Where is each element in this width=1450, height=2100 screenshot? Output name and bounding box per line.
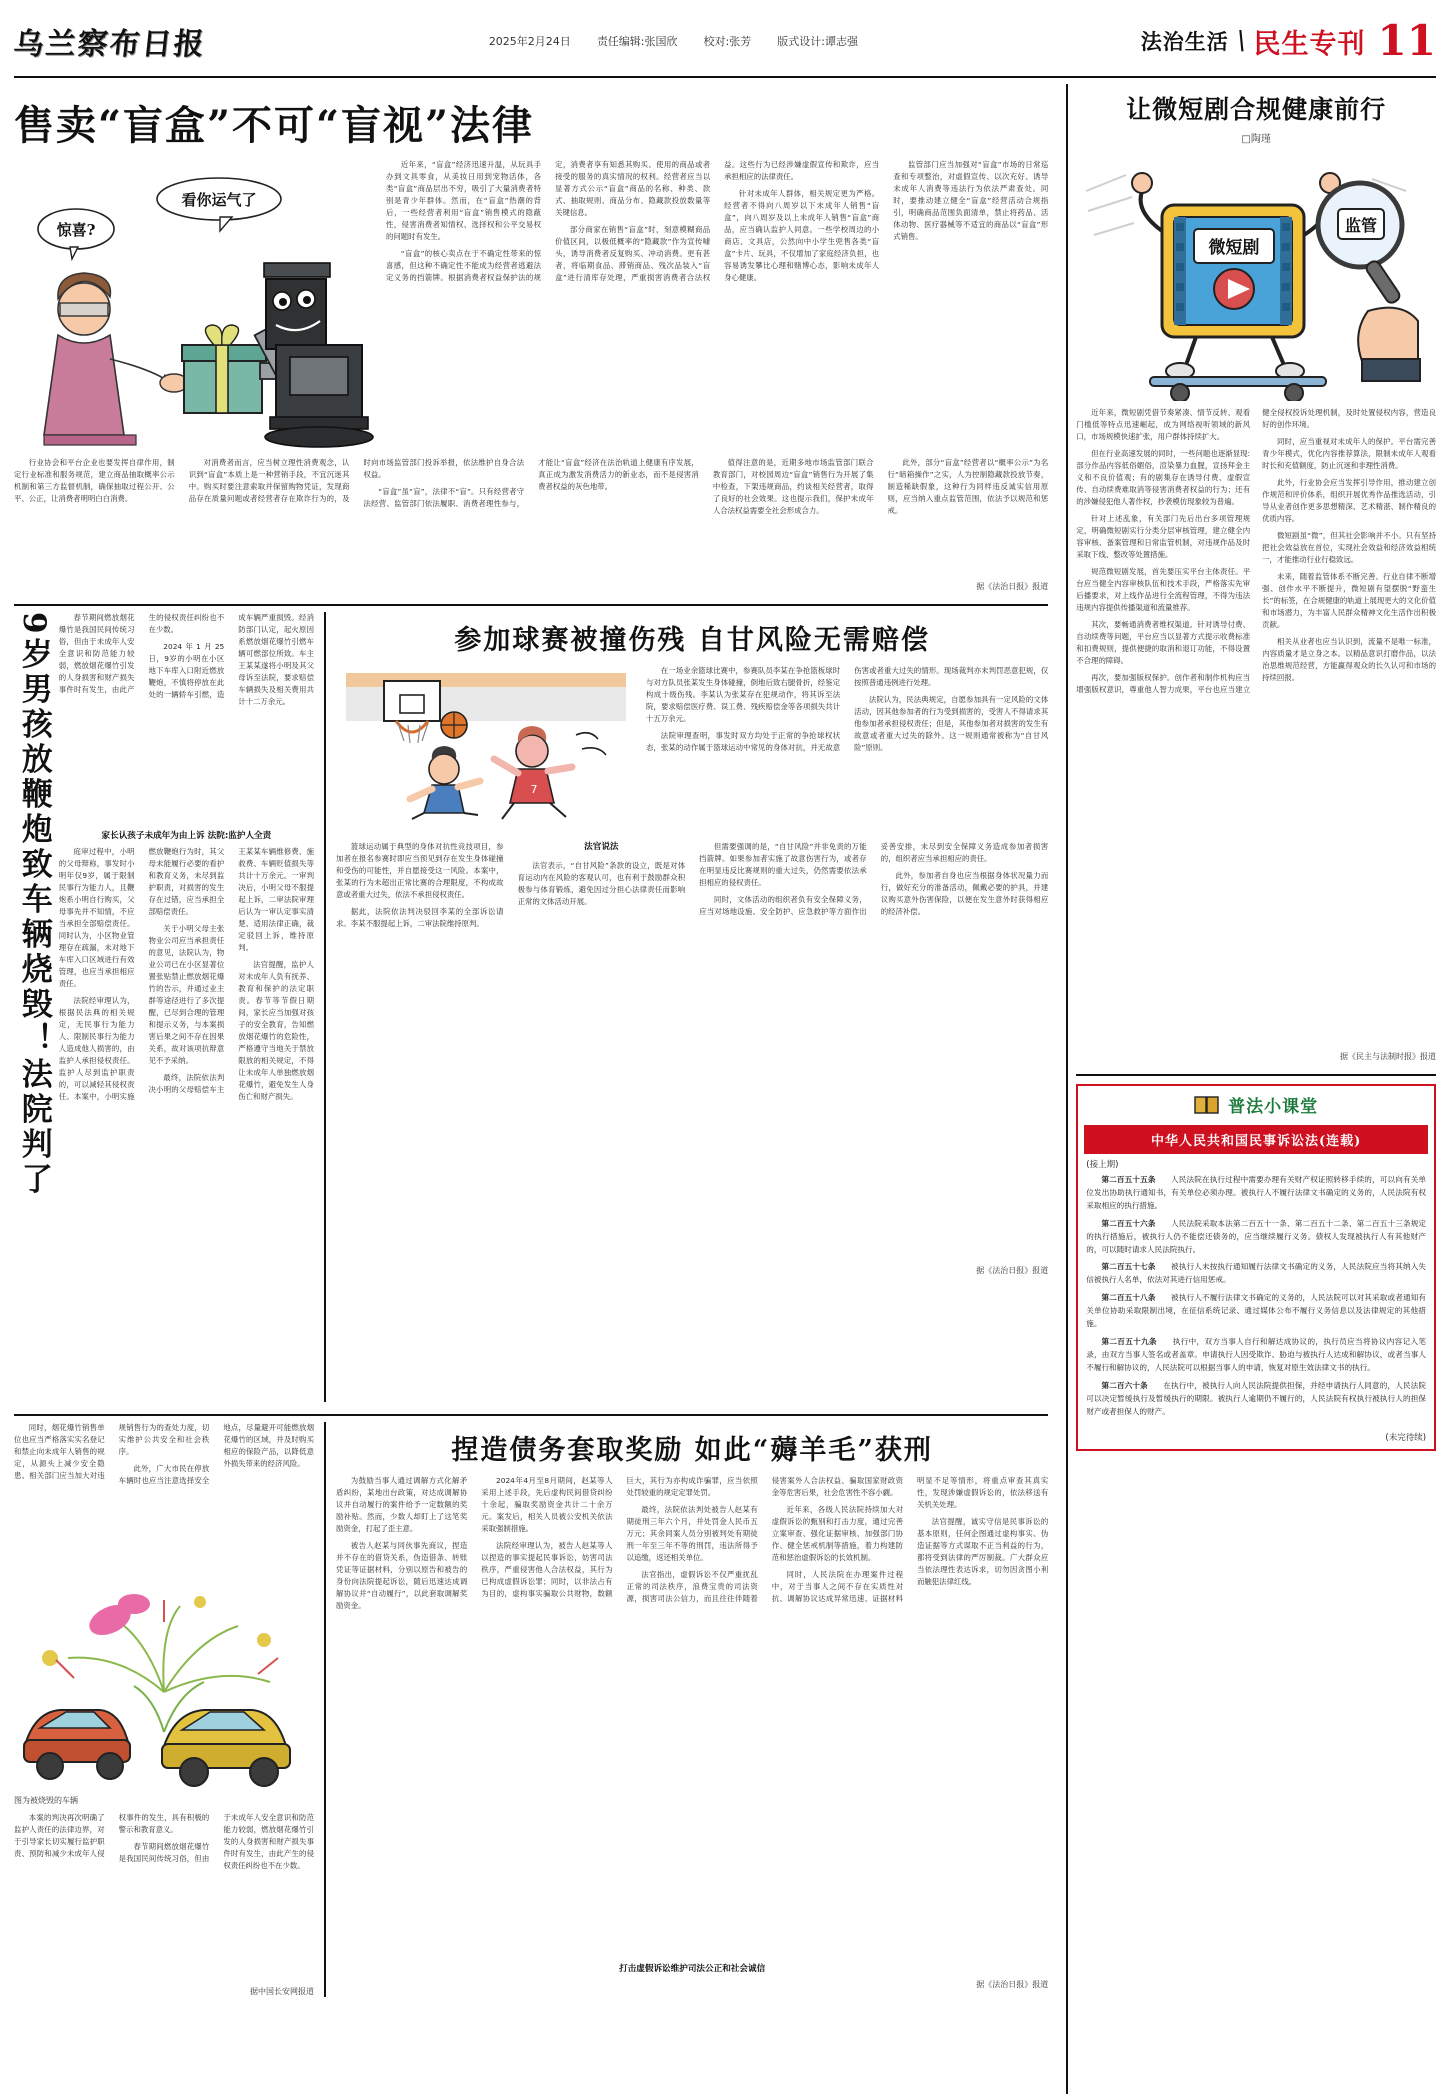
story5-screen-label: 微短剧 xyxy=(1208,238,1260,258)
story5-source: 据《民主与法制时报》报道 xyxy=(1340,1052,1437,1061)
masthead-info xyxy=(206,33,1141,49)
story2-continued xyxy=(14,1422,314,1997)
story2-headline: 9岁男孩放鞭炮致车辆烧毁！法院判了 xyxy=(15,612,52,1198)
paper-logo: 乌兰察布日报 xyxy=(11,27,208,62)
slash-divider-icon: \ xyxy=(1233,26,1249,56)
story1-bubble-left-text: 惊喜? xyxy=(56,221,96,239)
story2-caption: 图为被烧毁的车辆 xyxy=(14,1796,78,1805)
masthead-section-area xyxy=(1140,16,1436,65)
special-name: 民生专刊 xyxy=(1253,28,1366,60)
story1-body-right: 近年来，“盲盒”经济迅速升温，从玩具手办到文具零食，从美妆日用到宠物活体，各类“盲盒”商品层出不穷，吸引了大量消费者特别是青少年群体。然而，在“盲盒”热潮的背后，一些经营者利用“盲盒”销售模式的隐蔽性，侵害消费者知情权、选择权和公平交易权的问题时有发生。 “盲盒”的核心卖点在于不确定性带来的惊喜感，但这种不确定性不能成为经营者逃避法定义务的挡箭牌。根据消费者权益保护法的规定，消费者享有知悉其购买、使用的商品或者接受的服务的真实情况的权利。经营者应当以显著方式公示“盲盒”商品的名称、种类、款式、抽取规则、商品分布、隐藏款投放数量等关键信息。 部分商家在销售“盲盒”时，刻意模糊商品价值区间，以极低概率的“隐藏款”作为宣传噱头，诱导消费者反复购买、冲动消费。更有甚者，将临期食品、滞销商品、残次品装入“盲盒”进行清库存处理，严重损害消费者合法权益。这些行为已经涉嫌虚假宣传和欺诈，应当承担相应的法律责任。 针对未成年人群体，相关规定更为严格。经营者不得向八周岁以下未成年人销售“盲盒”，向八周岁及以上未成年人销售“盲盒”商品，应当确认监护人同意。一些学校周边的小商店、文具店，公然向中小学生兜售各类“盲盒”卡片、玩具，不仅增加了家庭经济负担，也容易诱发攀比心理和赌博心态，影响未成年人身心健康。 监管部门应当加强对“盲盒”市场的日常巡查和专项整治，对虚假宣传、以次充好、诱导未成年人消费等违法行为依法严肃查处。同时，要推动建立健全“盲盒”经营活动合规指引，明确商品范围负面清单，禁止将药品、活体动物、医疗器械等不适宜的商品以“盲盒”形式销售。 xyxy=(386,160,1049,282)
svg-text:7: 7 xyxy=(530,783,538,796)
designer-credit: 版式设计:谭志强 xyxy=(777,35,858,48)
law-article-number: 第二百五十六条 xyxy=(1101,1218,1156,1228)
story-basketball xyxy=(336,612,1048,1402)
story-false-litigation xyxy=(336,1422,1048,1997)
law-article-number: 第二百五十八条 xyxy=(1101,1293,1156,1303)
law-article-text: 被执行人未按执行通知履行法律文书确定的义务，人民法院应当将其纳入失信被执行人名单，依法对其进行信用惩戒。 xyxy=(1086,1262,1427,1285)
page-body xyxy=(14,84,1436,2094)
story3-source: 据《法治日报》报道 xyxy=(976,1266,1049,1275)
law-article-text: 在执行中，被执行人向人民法院提供担保，并经申请执行人同意的，人民法院可以决定暂缓执行及暂缓执行的期限。被执行人逾期仍不履行的，人民法院有权执行被执行人的担保财产或者担保人的财产。 xyxy=(1086,1380,1427,1416)
divider-3 xyxy=(1076,1074,1436,1076)
section-name: 法治生活 xyxy=(1140,29,1229,54)
story5-illustration xyxy=(1076,151,1436,401)
story-blind-box xyxy=(14,94,1048,592)
publish-date: 2025年2月24日 xyxy=(488,35,571,48)
story2-source: 据中国长安网报道 xyxy=(250,1987,314,1996)
story2-body-top: 春节期间燃放烟花爆竹是我国民间传统习俗，但由于未成年人安全意识和防范能力较弱，燃放烟花爆竹引发的人身损害和财产损失事件时有发生，由此产生的侵权责任纠纷也不在少数。 2024年1月25日，9岁的小明在小区地下车库入口附近燃放鞭炮，不慎将停放在此处的一辆轿车引燃，造成车辆严重损毁。经消防部门认定，起火原因系燃放烟花爆竹引燃车辆可燃部位所致。车主王某某遂将小明及其父母诉至法院，要求赔偿车辆损失及相关费用共计十二万余元。 xyxy=(58,613,314,706)
divider-2 xyxy=(14,1414,1048,1416)
story1-headline: 售卖“盲盒”不可“盲视”法律 xyxy=(14,102,535,149)
law-column xyxy=(1076,1084,1436,1451)
story2-body-end: 本案的判决再次明确了监护人责任的法律边界，对于引导家长切实履行监护职责、预防和减少未成年人侵权事件的发生，具有积极的警示和教育意义。 春节期间燃放烟花爆竹是我国民间传统习俗，但由于未成年人安全意识和防范能力较弱，燃放烟花爆竹引发的人身损害和财产损失事件时有发生，由此产生的侵权责任纠纷也不在少数。 xyxy=(14,1813,314,1870)
law-articles xyxy=(1078,1170,1434,1431)
law-article-number: 第二百六十条 xyxy=(1101,1380,1148,1390)
proofreader-credit: 校对:张芳 xyxy=(703,35,752,48)
law-column-header xyxy=(1078,1086,1434,1121)
story2-body-mid: 庭审过程中，小明的父母辩称，事发时小明年仅9岁，属于限制民事行为能力人，且鞭炮系小明自行购买，父母事先并不知情，不应当承担全部赔偿责任。同时认为，小区物业管理存在疏漏，未对地下车库入口区域进行有效管理，也应当承担相应责任。 法院经审理认为，根据民法典的相关规定，无民事行为能力人、限制民事行为能力人造成他人损害的，由监护人承担侵权责任。监护人尽到监护职责的，可以减轻其侵权责任。本案中，小明实施燃放鞭炮行为时，其父母未能履行必要的看护和教育义务，未尽到监护职责，对损害的发生存在过错，应当承担全部赔偿责任。 关于小明父母主张物业公司应当承担责任的意见，法院认为，物业公司已在小区显著位置张贴禁止燃放烟花爆竹的告示，并通过业主群等途径进行了多次提醒，已尽到合理的管理和提示义务，与本案损害后果之间不存在因果关系，故对该项抗辩意见不予采纳。 最终，法院依法判决小明的父母赔偿车主王某某车辆维修费、施救费、车辆贬值损失等共计十万余元。一审判决后，小明父母不服提起上诉，二审法院审理后认为一审认定事实清楚、适用法律正确，裁定驳回上诉，维持原判。 法官提醒，监护人对未成年人负有抚养、教育和保护的法定职责。春节等节假日期间，家长应当加强对孩子的安全教育，告知燃放烟花爆竹的危险性，严格遵守当地关于禁放限放的相关规定，不得让未成年人单独燃放烟花爆竹，避免发生人身伤亡和财产损失。 xyxy=(58,847,314,1101)
law-continued-note: (接上期) xyxy=(1086,1160,1119,1170)
story5-magnifier-label: 监管 xyxy=(1345,216,1378,235)
story3-body-lower: 篮球运动属于典型的身体对抗性竞技项目，参加者在报名参赛时即应当预见到存在发生身体碰撞和受伤的可能性，并自愿接受这一风险。本案中，张某的行为未超出正常比赛的合理限度，不构成故意或者重大过失，依法不承担侵权责任。 据此，法院依法判决驳回李某的全部诉讼请求。李某不服提起上诉，二审法院维持原判。 法官说法 法官表示，“自甘风险”条款的设立，既是对体育运动内在风险的客观认可，也有利于鼓励群众积极参与体育锻炼，避免因过分担心法律责任而影响正常的文体活动开展。 但需要强调的是，“自甘风险”并非免责的万能挡箭牌。如果参加者实施了故意伤害行为，或者存在明显违反比赛规则的重大过失，仍然需要依法承担相应的侵权责任。 同时，文体活动的组织者负有安全保障义务，应当对场地设施、安全防护、应急救护等方面作出妥善安排，未尽到安全保障义务造成参加者损害的，组织者应当承担相应的责任。 此外，参加者自身也应当根据身体状况量力而行，做好充分的准备活动，佩戴必要的护具，并建议购买意外伤害保险，以便在发生意外时获得相应的经济补偿。 xyxy=(336,842,1049,928)
law-title-wrap xyxy=(1078,1121,1434,1154)
law-article-number: 第二百五十七条 xyxy=(1101,1262,1156,1272)
law-title: 中华人民共和国民事诉讼法(连载) xyxy=(1084,1125,1428,1154)
story3-headline: 参加球赛被撞伤残 自甘风险无需赔偿 xyxy=(454,625,930,656)
law-article-text: 被执行人不履行法律文书确定的义务的，人民法院可以对其采取或者通知有关单位协助采取限制出境，在征信系统记录、通过媒体公布不履行义务信息以及法律规定的其他措施。 xyxy=(1086,1293,1427,1329)
story4-headline: 捏造债务套取奖励 如此“薅羊毛”获刑 xyxy=(451,1435,933,1466)
story5-byline: □陶瑾 xyxy=(1241,134,1271,145)
column-divider xyxy=(1066,84,1068,2094)
story-firecracker xyxy=(14,612,314,1402)
story4-source: 据《法治日报》报道 xyxy=(976,1980,1049,1989)
story5-headline: 让微短剧合规健康前行 xyxy=(1126,95,1387,124)
story4-body: 为鼓励当事人通过调解方式化解矛盾纠纷，某地出台政策，对达成调解协议并自动履行的案件给予一定数额的奖励补贴。然而，少数人却盯上了这笔奖励资金，打起了歪主意。 被告人赵某与同伙事先商议，捏造并不存在的借贷关系，伪造借条、转账凭证等证据材料，分别以原告和被告的身份向法院提起诉讼，随后迅速达成调解协议并“自动履行”，以此套取调解奖励资金。 2024年4月至8月期间，赵某等人采用上述手段，先后虚构民间借贷纠纷十余起，骗取奖励资金共计二十余万元。案发后，相关人员被公安机关依法采取强制措施。 法院经审理认为，被告人赵某等人以捏造的事实提起民事诉讼，妨害司法秩序，严重侵害他人合法权益，其行为已构成虚假诉讼罪；同时，以非法占有为目的，虚构事实骗取公共财物，数额巨大，其行为亦构成诈骗罪，应当依照处罚较重的规定定罪处罚。 最终，法院依法判处被告人赵某有期徒刑三年六个月，并处罚金人民币五万元；其余同案人员分别被判处有期徒刑一年至三年不等的刑罚，违法所得予以追缴，返还相关单位。 法官指出，虚假诉讼不仅严重扰乱正常的司法秩序，浪费宝贵的司法资源，损害司法公信力，而且往往伴随着侵害案外人合法权益、骗取国家财政资金等危害后果，社会危害性不容小觑。 近年来，各级人民法院持续加大对虚假诉讼的甄别和打击力度，通过完善立案审查、强化证据审核、加强部门协作、健全惩戒机制等措施，着力构建防范和惩治虚假诉讼的长效机制。 同时，人民法院在办理案件过程中，对于当事人之间不存在实质性对抗、调解协议达成异常迅速、证据材料明显不足等情形，将重点审查其真实性，发现涉嫌虚假诉讼的，依法移送有关机关处理。 法官提醒，诚实守信是民事诉讼的基本原则，任何企图通过虚构事实、伪造证据等方式谋取不正当利益的行为，都将受到法律的严厉制裁。广大群众应当依法理性表达诉求，切勿因贪图小利而触犯法律红线。 xyxy=(336,1476,1049,1610)
editor-credit: 责任编辑:张国欣 xyxy=(596,35,678,48)
story1-source: 据《法治日报》报道 xyxy=(976,582,1049,591)
story2-subhead: 家长认孩子未成年为由上诉 法院:监护人全责 xyxy=(101,831,272,841)
story2-illustration xyxy=(14,1582,314,1792)
story3-illustration xyxy=(336,665,636,835)
law-article-number: 第二百五十九条 xyxy=(1101,1336,1157,1346)
law-article-number: 第二百五十五条 xyxy=(1101,1175,1156,1184)
masthead xyxy=(11,10,1436,78)
story1-bubble-right-text: 看你运气了 xyxy=(181,191,257,209)
book-icon xyxy=(1194,1094,1220,1116)
story5-body: 近年来，微短剧凭借节奏紧凑、情节反转、观看门槛低等特点迅速崛起，成为网络视听领域的新风口，市场规模快速扩张，用户群体持续扩大。 但在行业高速发展的同时，一些问题也逐渐显现:部分作品内容低俗媚俗，渲染暴力血腥，宣扬拜金主义和不良价值观；有的剧集存在诱导付费、虚假宣传、自动续费难取消等侵害消费者权益的行为；还有的涉嫌侵犯他人著作权，抄袭模仿现象较为普遍。 针对上述乱象，有关部门先后出台多项管理规定，明确微短剧实行分类分层审核管理，建立健全内容审核、备案管理和日常监管机制，对违规作品及时采取下线、整改等处置措施。 规范微短剧发展，首先要压实平台主体责任。平台应当健全内容审核队伍和技术手段，严格落实先审后播要求，对上线作品进行全流程管理，不得为违法违规内容提供传播渠道和流量推荐。 其次，要畅通消费者维权渠道。针对诱导付费、自动续费等问题，平台应当以显著方式提示收费标准和扣费规则，提供便捷的取消和退订功能，不得设置不合理的障碍。 再次，要加强版权保护。创作者和制作机构应当增强版权意识，尊重他人智力成果，平台也应当建立健全侵权投诉处理机制，及时处置侵权内容，营造良好的创作环境。 同时，应当重视对未成年人的保护。平台需完善青少年模式，优化内容推荐算法，限制未成年人观看时长和充值额度，防止沉迷和非理性消费。 此外，行业协会应当发挥引导作用，推动建立创作规范和评价体系，组织开展优秀作品推选活动，引导从业者创作更多思想精深、艺术精湛、制作精良的优质内容。 微短剧虽“微”，但其社会影响并不小。只有坚持把社会效益放在首位，实现社会效益和经济效益相统一，才能推动行业行稳致远。 未来，随着监管体系不断完善、行业自律不断增强、创作水平不断提升，微短剧有望摆脱“野蛮生长”的标签，在合规健康的轨道上展现更大的文化价值和市场潜力，为丰富人民群众精神文化生活作出积极贡献。 相关从业者也应当认识到，流量不是唯一标准，内容质量才是立身之本。以精品意识打磨作品，以法治思维规范经营，方能赢得观众的长久认可和市场的持续回报。 xyxy=(1076,408,1437,694)
story1-body-lower: 行业协会和平台企业也要发挥自律作用，制定行业标准和服务规范，建立商品抽取概率公示机制和第三方监督机制，确保抽取过程公开、公平、公正，让消费者明明白白消费。 对消费者而言，应当树立理性消费观念，认识到“盲盒”本质上是一种营销手段，不宜沉迷其中。购买时要注意索取并保留购物凭证，发现商品存在质量问题或者经营者存在欺诈行为的，及时向市场监管部门投诉举报，依法维护自身合法权益。 “盲盒”虽“盲”，法律不“盲”。只有经营者守法经营、监管部门依法履职、消费者理性参与，才能让“盲盒”经济在法治轨道上健康有序发展，真正成为激发消费活力的新业态，而不是侵害消费者权益的灰色地带。 值得注意的是，近期多地市场监管部门联合教育部门，对校园周边“盲盒”销售行为开展了集中检查，下架违规商品，约谈相关经营者，取得了良好的社会效果。这也提示我们，保护未成年人合法权益需要全社会形成合力。 此外，部分“盲盒”经营者以“概率公示”为名行“暗箱操作”之实，人为控制隐藏款投放节奏，制造稀缺假象，这种行为同样违反诚实信用原则，应当纳入重点监管范围，依法予以规范和惩戒。 xyxy=(14,458,1049,515)
law-article-text: 执行中，双方当事人自行和解达成协议的，执行员应当将协议内容记入笔录，由双方当事人签名或者盖章。申请执行人因受欺诈、胁迫与被执行人达成和解协议，或者当事人不履行和解协议的，人民法院可以根据当事人的申请，恢复对原生效法律文书的执行。 xyxy=(1086,1336,1427,1372)
law-end-note: (未完待续) xyxy=(1385,1433,1427,1444)
law-article-text: 人民法院在执行过程中需要办理有关财产权证照转移手续的，可以向有关单位发出协助执行通知书，有关单位必须办理。被执行人不履行法律文书确定的义务的，人民法院有权采取相应的执行措施。 xyxy=(1086,1175,1427,1210)
page-number: 11 xyxy=(1377,16,1436,65)
law-article-text: 人民法院采取本法第二百五十一条、第二百五十二条、第二百五十三条规定的执行措施后，被执行人仍不能偿还债务的，应当继续履行义务。债权人发现被执行人有其他财产的，可以随时请求人民法院执行。 xyxy=(1086,1218,1427,1254)
left-region xyxy=(14,84,1058,2094)
law-column-title: 普法小课堂 xyxy=(1228,1097,1319,1117)
story2-body-cont: 同时，烟花爆竹销售单位也应当严格落实实名登记和禁止向未成年人销售的规定，从源头上减少安全隐患。相关部门应当加大对违规销售行为的查处力度，切实维护公共安全和社会秩序。 此外，广大市民在停放车辆时也应当注意选择安全地点，尽量避开可能燃放烟花爆竹的区域，并及时购买相应的保险产品，以降低意外损失带来的经济风险。 xyxy=(14,1423,314,1485)
story3-body-right: 在一场业余篮球比赛中，参赛队员李某在争抢篮板球时与对方队员张某发生身体碰撞，倒地后致右腿骨折，经鉴定构成十级伤残。李某认为张某存在犯规动作，将其诉至法院，要求赔偿医疗费、误工费、残疾赔偿金等各项损失共计十五万余元。 法院审理查明，事发时双方均处于正常的争抢球权状态，张某的动作属于篮球运动中常见的身体对抗，并无故意伤害或者重大过失的情形。现场裁判亦未判罚恶意犯规，仅按照普通违例进行处理。 法院认为，民法典规定，自愿参加具有一定风险的文体活动，因其他参加者的行为受到损害的，受害人不得请求其他参加者承担侵权责任；但是，其他参加者对损害的发生有故意或者重大过失的除外。这一规则通常被称为“自甘风险”原则。 xyxy=(646,666,1049,752)
divider-1 xyxy=(14,604,1048,606)
story1-illustration xyxy=(14,159,374,449)
right-region xyxy=(1076,84,1436,2094)
story4-subhead: 打击虚假诉讼维护司法公正和社会诚信 xyxy=(619,1964,766,1974)
story3-subhead: 法官说法 xyxy=(584,842,619,852)
